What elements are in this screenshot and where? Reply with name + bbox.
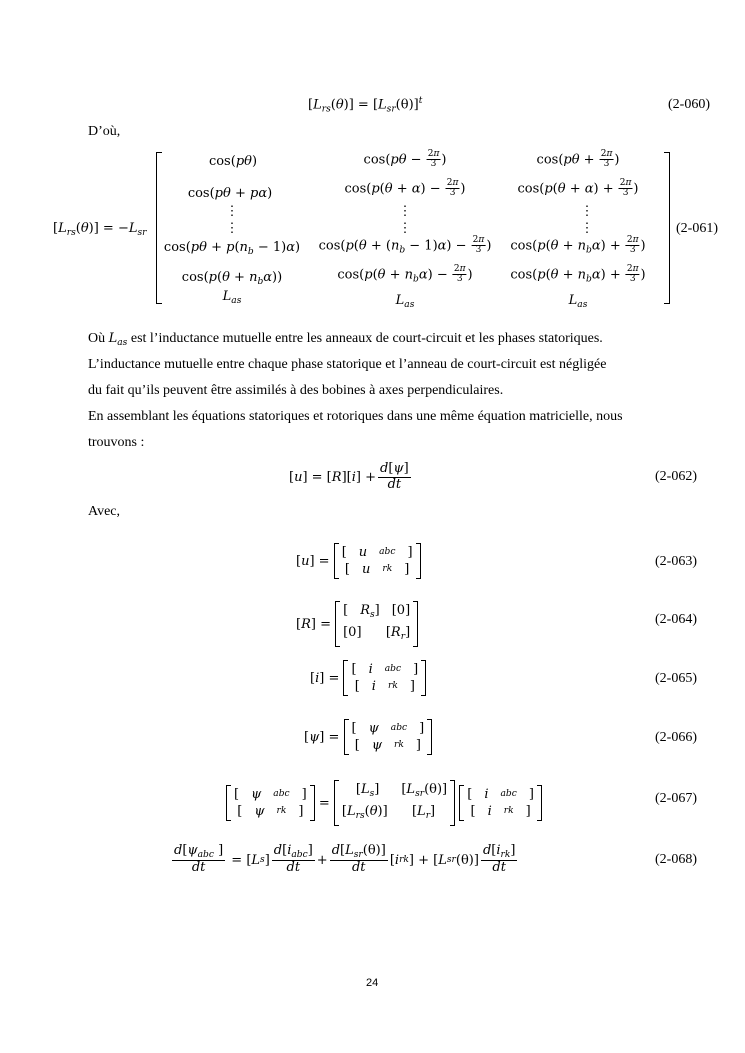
equation-2-063: [ u ] = [ u abc ] [ u rk ] <box>296 543 421 579</box>
equation-2-068: $\frac{d[\psi_{abc} ]}{dt}$ = [ L s ] $\frac{d[i_{abc}]}{dt}$ + $\frac{d[L_{sr}(\theta)]}{dt}$ [ i rk ] + [ L sr (θ)] $\frac{d[i_{rk}]}{dt}$ <box>174 842 516 876</box>
equation-2-061-lhs: $[L_{rs}(\theta)] = -L_{sr}$ <box>53 221 147 238</box>
paragraph-line: trouvons : <box>88 435 145 450</box>
equation-2-065: [ i ] = [ i abc ] [ i rk ] <box>310 660 426 696</box>
matrix-2-061: cos(pθ) cos(pθ + pα) ⋮ ⋮ $\cos(p\theta + p(n_b - 1)\alpha)$ $\cos(p(\theta + n_b\alpha))$ $L_{as}$ cos(pθ − $\frac{2\pi}{3}$ ) cos(p(θ + α) − $\frac{2\pi}{3}$ ) ⋮ ⋮ $\cos(p(\theta + (n_b - 1)\alpha)$ − $\frac{2\pi}{3}$ ) $\cos(p(\theta + n_b\alpha)$ − $\frac{2\pi}{3}$ ) $L_{as}$ cos(pθ + $\frac{2\pi}{3}$ ) cos(p(θ + α) + $\frac{2\pi}{3}$ ) ⋮ ⋮ $\cos(p(\theta + n_b\alpha)$ + $\frac{2\pi}{3}$ ) $\cos(p(\theta + n_b\alpha)$ + $\frac{2\pi}{3}$ ) $L_{as}$ <box>163 149 646 310</box>
equation-2-066: [ ψ ] = [ ψ abc ] [ ψ rk ] <box>304 719 432 755</box>
paragraph-text: D’où, <box>88 124 121 139</box>
paragraph-line: du fait qu’ils peuvent être assimilés à des bobines à axes perpendiculaires. <box>88 383 504 398</box>
page-number: 24 <box>366 977 379 989</box>
equation-2-062: [ u ] = [ R ][ i ] + $\frac{d[\psi]}{dt}$ <box>289 460 409 492</box>
equation-2-067: [ ψ abc ] [ ψ rk ] = $[L_s]$ $[L_{sr}(\theta)]$ $[L_{rs}(\theta)]$ $[L_r]$ [ i abc ] [ i rk ] <box>226 780 542 826</box>
equation-number: (2-063) <box>655 554 697 569</box>
equation-number: (2-066) <box>655 730 697 745</box>
paragraph-line: En assemblant les équations statoriques et rotoriques dans une même équation matricielle, nous <box>88 409 623 424</box>
equation-number: (2-067) <box>655 791 697 806</box>
equation-2-060: $[L_{rs}(\theta)] = [L_{sr}(\theta)]^t$ <box>308 96 423 115</box>
equation-number: (2-062) <box>655 469 697 484</box>
paragraph-text: Avec, <box>88 504 120 519</box>
equation-number: (2-060) <box>668 97 710 112</box>
equation-number: (2-065) <box>655 671 697 686</box>
equation-number: (2-068) <box>655 852 697 867</box>
equation-2-064: [ R ] = [ $R_s$] [0] [0] $[R_r]$ <box>296 601 418 647</box>
equation-number: (2-061) <box>676 221 718 236</box>
paragraph-line: L’inductance mutuelle entre chaque phase statorique et l’anneau de court-circuit est négligée <box>88 357 607 372</box>
paragraph-line: Où $L_{as}$ est l’inductance mutuelle entre les anneaux de court-circuit et les phases statoriques. <box>88 331 603 348</box>
equation-number: (2-064) <box>655 612 697 627</box>
